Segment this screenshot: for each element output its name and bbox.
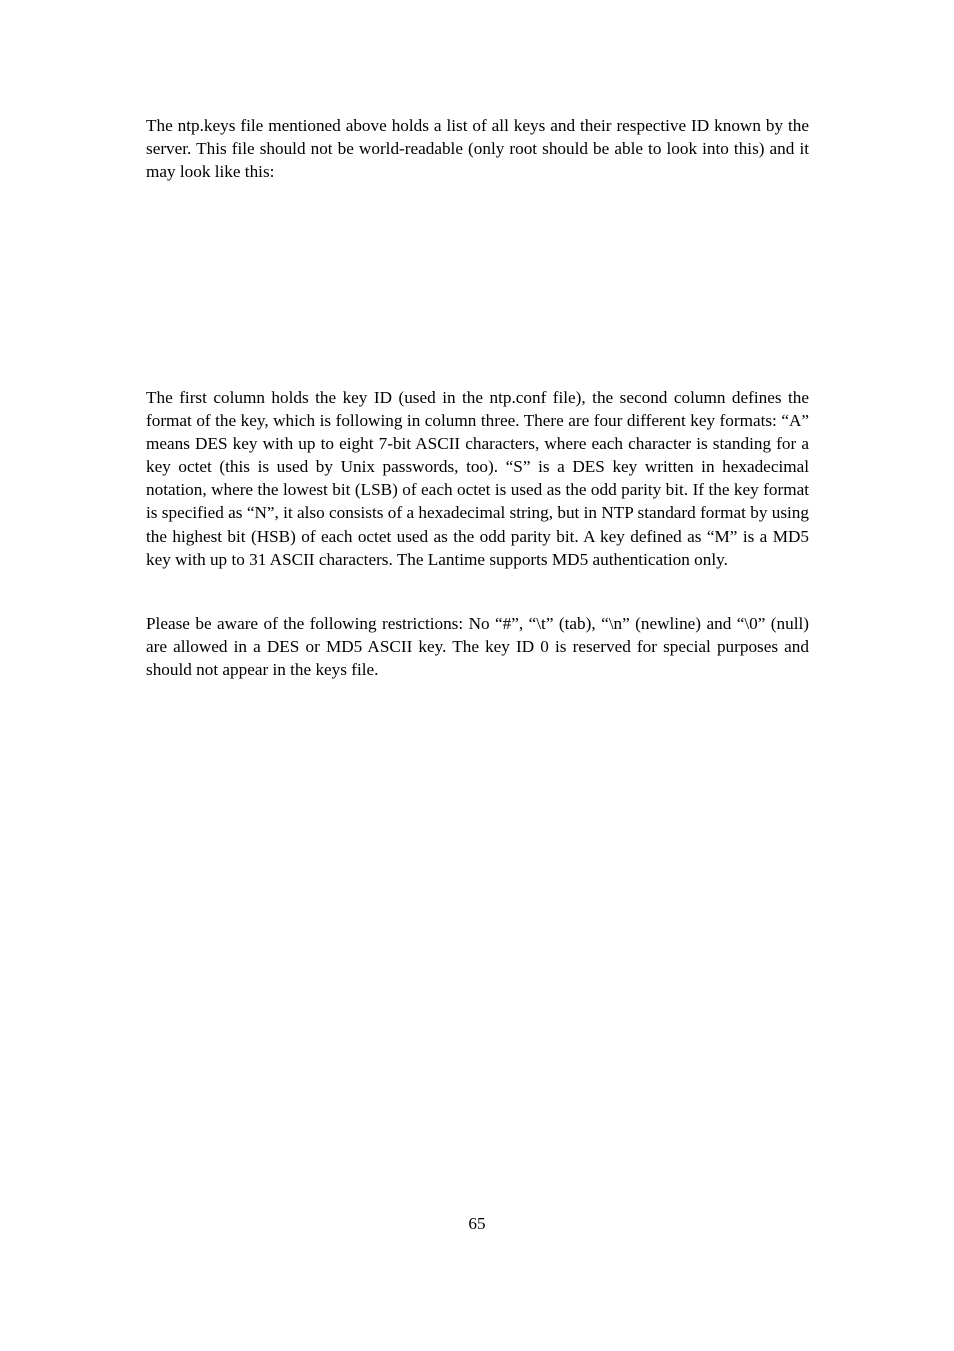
paragraph-restrictions: Please be aware of the following restrictions: No “#”, “\t” (tab), “\n” (newline) and “\0” (null) are allowed in a DES or MD5 ASCII key. The key ID 0 is reserved for special purposes and should not appear in the keys file. — [146, 614, 809, 680]
paragraph-key-formats: The first column holds the key ID (used in the ntp.conf file), the second column defines the format of the key, which is following in column three. There are four different key formats: “A” means DES key with up to eight 7-bit ASCII characters, where each character is standing for a key octet (this is used by Unix passwords, too). “S” is a DES key written in hexadecimal notation, where the lowest bit (LSB) of each octet is used as the odd parity bit. If the key format is specified as “N”, it also consists of a hexadecimal string, but in NTP standard format by using the highest bit (HSB) of each octet used as the odd parity bit. A key defined as “M” is a MD5 key with up to 31 ASCII characters. The Lantime supports MD5 authentication only. — [146, 388, 809, 569]
page-number: 65 — [468, 1214, 486, 1233]
keys-file-example-area — [146, 200, 809, 370]
paragraph-intro: The ntp.keys file mentioned above holds a list of all keys and their respective ID known by the server. This file should not be world-readable (only root should be able to look into this) and it may look like this: — [146, 116, 809, 182]
